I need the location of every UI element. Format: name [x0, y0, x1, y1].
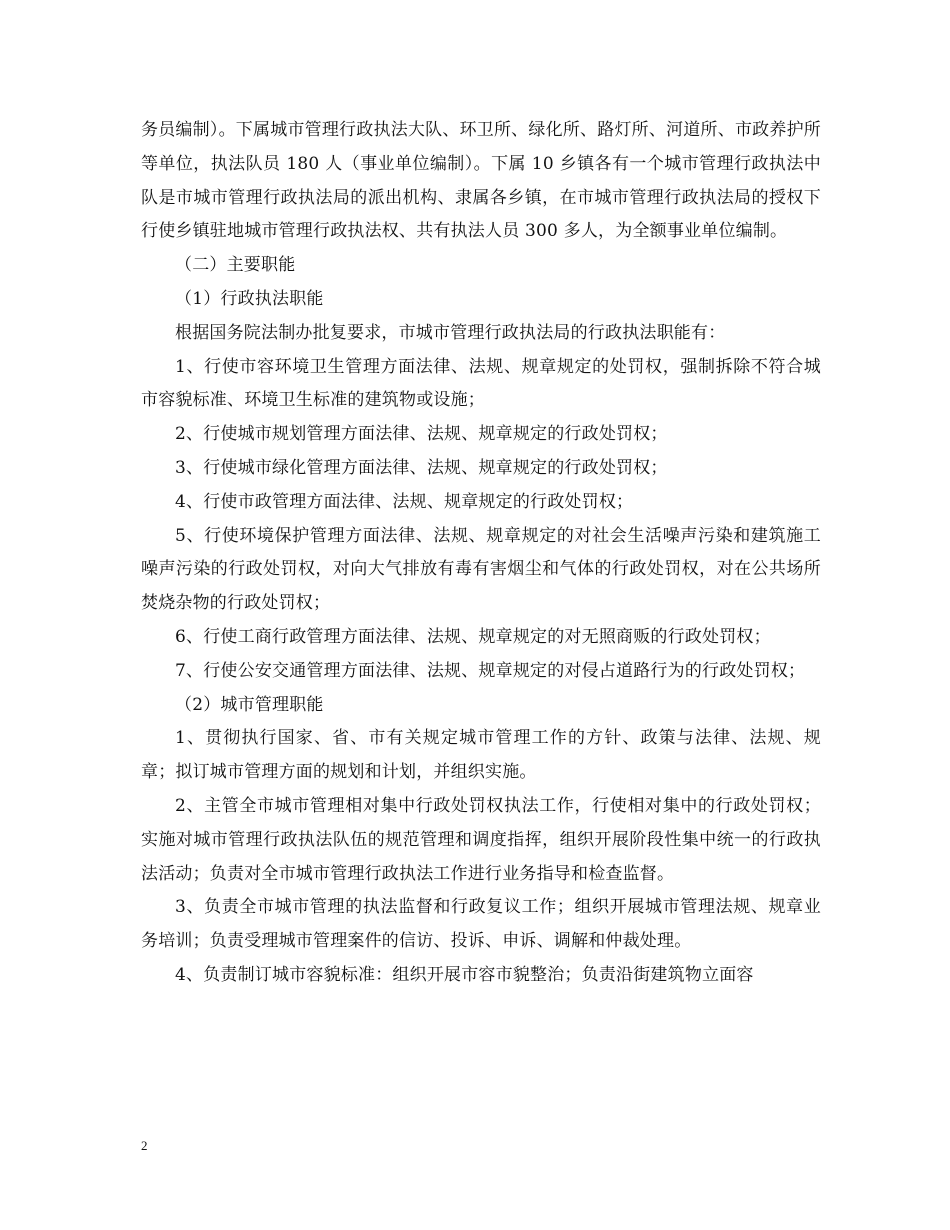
list-item-enforcement-1: 1、行使市容环境卫生管理方面法律、法规、规章规定的处罚权，强制拆除不符合城市容貌标准、环境卫生标准的建筑物或设施； — [141, 356, 821, 411]
list-item-enforcement-4: 4、行使市政管理方面法律、法规、规章规定的行政处罚权； — [175, 491, 634, 512]
paragraph-staffing: 务员编制）。下属城市管理行政执法大队、环卫所、绿化所、路灯所、河道所、市政养护所等单位，执法队员 180 人（事业单位编制）。下属 10 乡镇各有一个城市管理行政执法中队是市城市管理行政执法局的派出机构、隶属各乡镇，在市城市管理行政执法局的授权下行使乡镇驻地城市管理行政执法权、共有执法人员 300 多人，为全额事业单位编制。 — [141, 120, 821, 242]
subsection-heading-enforcement: （1）行政执法职能 — [175, 288, 324, 309]
document-body — [141, 114, 821, 993]
subsection-heading-city-management: （2）城市管理职能 — [175, 694, 324, 715]
page-number: 2 — [141, 1138, 148, 1153]
list-item-enforcement-7: 7、行使公安交通管理方面法律、法规、规章规定的对侵占道路行为的行政处罚权； — [175, 660, 806, 681]
list-item-management-4: 4、负责制订城市容貌标准：组织开展市容市貌整治；负责沿街建筑物立面容 — [175, 964, 754, 985]
list-item-enforcement-3: 3、行使城市绿化管理方面法律、法规、规章规定的行政处罚权； — [175, 457, 668, 478]
list-item-enforcement-2: 2、行使城市规划管理方面法律、法规、规章规定的行政处罚权； — [175, 424, 668, 445]
section-heading-main-functions: （二）主要职能 — [175, 255, 296, 276]
list-item-management-1: 1、贯彻执行国家、省、市有关规定城市管理工作的方针、政策与法律、法规、规章；拟订城市管理方面的规划和计划，并组织实施。 — [141, 728, 821, 783]
list-item-enforcement-6: 6、行使工商行政管理方面法律、法规、规章规定的对无照商贩的行政处罚权； — [175, 626, 771, 647]
list-item-enforcement-5: 5、行使环境保护管理方面法律、法规、规章规定的对社会生活噪声污染和建筑施工噪声污染的行政处罚权，对向大气排放有毒有害烟尘和气体的行政处罚权，对在公共场所焚烧杂物的行政处罚权； — [141, 525, 821, 614]
list-item-management-3: 3、负责全市城市管理的执法监督和行政复议工作；组织开展城市管理法规、规章业务培训；负责受理城市管理案件的信访、投诉、申诉、调解和仲裁处理。 — [141, 897, 821, 952]
paragraph-enforcement-intro: 根据国务院法制办批复要求，市城市管理行政执法局的行政执法职能有： — [175, 322, 726, 343]
list-item-management-2: 2、主管全市城市管理相对集中行政处罚权执法工作，行使相对集中的行政处罚权；实施对城市管理行政执法队伍的规范管理和调度指挥，组织开展阶段性集中统一的行政执法活动；负责对全市城市管理行政执法工作进行业务指导和检查监督。 — [141, 795, 821, 884]
